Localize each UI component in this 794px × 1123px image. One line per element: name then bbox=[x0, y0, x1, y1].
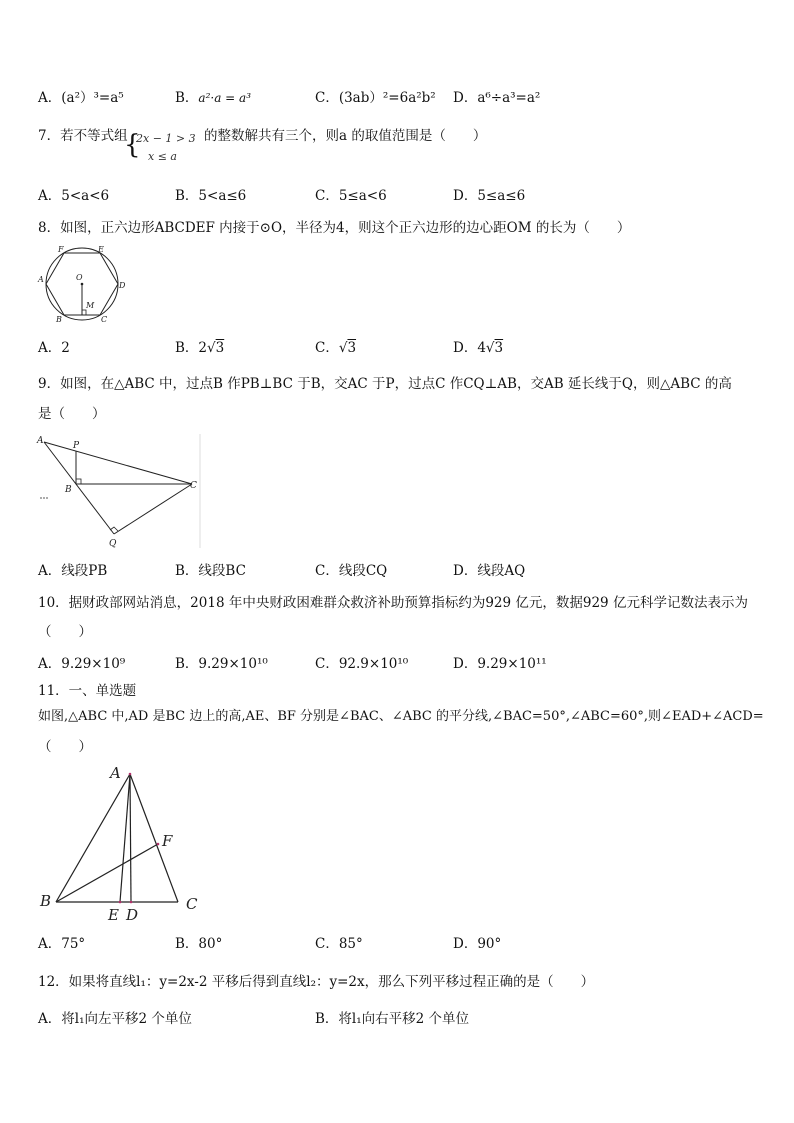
q9-label-c: C bbox=[190, 481, 197, 491]
q8-label-e: E bbox=[98, 245, 104, 254]
q11-option-b: B．80° bbox=[175, 936, 223, 952]
q6-option-b-label: B． bbox=[175, 90, 199, 106]
q6-option-b-expr: a²·a = a³ bbox=[198, 91, 252, 105]
q7-option-b: B．5<a≤6 bbox=[175, 188, 247, 204]
q11-point-d bbox=[130, 901, 133, 904]
q11-stem-line-1: 如图,△ABC 中,AD 是BC 边上的高,AE、BF 分别是∠BAC、∠ABC 的平分线,∠BAC=50°,∠ABC=60°,则∠EAD+∠ACD= bbox=[38, 709, 764, 724]
q7-system-line-2: x ≤ a bbox=[148, 150, 177, 163]
q9-label-a: A bbox=[37, 436, 44, 446]
q8-label-f: F bbox=[58, 245, 64, 254]
q12-option-b: B．将l₁向右平移2 个单位 bbox=[315, 1011, 470, 1027]
q9-option-c: C．线段CQ bbox=[315, 563, 388, 579]
q8-option-c bbox=[315, 339, 356, 357]
q7-system-line-1: 2x − 1 > 3 bbox=[136, 132, 196, 145]
q9-segment-aq bbox=[44, 442, 114, 534]
q11-option-c: C．85° bbox=[315, 936, 363, 952]
q11-point-e bbox=[119, 901, 122, 904]
q11-triangle-figure bbox=[36, 762, 206, 928]
q11-segment-ad bbox=[130, 774, 131, 902]
q8-option-c-label: C． bbox=[315, 340, 339, 356]
q11-label-f: F bbox=[162, 832, 173, 850]
q11-segment-ab bbox=[56, 774, 130, 902]
q10-option-c: C．92.9×10¹⁰ bbox=[315, 656, 409, 672]
q11-header: 11．一、单选题 bbox=[38, 683, 137, 699]
q8-option-b-sqrt-icon: √ bbox=[207, 340, 216, 356]
q9-segment-ac bbox=[44, 442, 192, 484]
q8-label-m: M bbox=[86, 301, 95, 310]
q11-segment-bf bbox=[56, 844, 158, 902]
q6-option-c: C．(3ab）²=6a²b² bbox=[315, 90, 436, 106]
q11-label-e: E bbox=[108, 906, 119, 924]
q9-label-q: Q bbox=[109, 539, 117, 549]
q7-stem-prefix: 7．若不等式组 bbox=[38, 128, 128, 144]
q8-option-a: A．2 bbox=[38, 340, 70, 356]
q8-option-b-radicand: 3 bbox=[215, 340, 225, 356]
q8-label-o: O bbox=[76, 273, 83, 282]
q7-option-d: D．5≤a≤6 bbox=[453, 188, 526, 204]
q11-label-b: B bbox=[40, 892, 52, 910]
q11-option-d: D．90° bbox=[453, 936, 502, 952]
q8-option-d-radicand: 3 bbox=[494, 340, 504, 356]
q9-option-a: A．线段PB bbox=[38, 563, 108, 579]
q9-option-b: B．线段BC bbox=[175, 563, 246, 579]
q7-stem-suffix: 的整数解共有三个，则a 的取值范围是（ ） bbox=[204, 128, 487, 144]
q8-label-b: B bbox=[56, 315, 62, 324]
q11-point-a bbox=[129, 773, 132, 776]
q10-option-b: B．9.29×10¹⁰ bbox=[175, 656, 268, 672]
q9-label-b: B bbox=[65, 485, 72, 495]
q12-stem: 12．如果将直线l₁：y=2x-2 平移后得到直线l₂：y=2x，那么下列平移过程正确的是（ ） bbox=[38, 974, 595, 990]
q11-label-c: C bbox=[186, 895, 198, 913]
q8-option-b-coef: B．2 bbox=[175, 340, 208, 356]
q8-label-d: D bbox=[119, 281, 126, 290]
q6-option-d: D．a⁶÷a³=a² bbox=[453, 90, 541, 106]
q12-option-a: A．将l₁向左平移2 个单位 bbox=[38, 1011, 192, 1027]
q8-stem: 8．如图，正六边形ABCDEF 内接于⊙O，半径为4，则这个正六边形的边心距OM 的长为（ ） bbox=[38, 220, 631, 236]
q10-option-a: A．9.29×10⁹ bbox=[38, 656, 126, 672]
q8-label-a: A bbox=[38, 275, 44, 284]
q11-label-a: A bbox=[110, 764, 121, 782]
q7-brace: { bbox=[124, 130, 141, 160]
q9-triangle-figure bbox=[34, 432, 204, 550]
q10-stem-line-2: （ ） bbox=[38, 624, 92, 640]
q10-option-d: D．9.29×10¹¹ bbox=[453, 656, 547, 672]
q11-label-d: D bbox=[126, 906, 139, 924]
q7-option-c: C．5≤a<6 bbox=[315, 188, 387, 204]
q9-option-d: D．线段AQ bbox=[453, 563, 526, 579]
q8-center-point bbox=[81, 283, 84, 286]
q8-option-d-coef: D．4 bbox=[453, 340, 486, 356]
q9-label-p: P bbox=[73, 441, 80, 451]
q8-label-c: C bbox=[101, 315, 108, 324]
q9-stem-line-2: 是（ ） bbox=[38, 406, 106, 422]
q8-hexagon-figure bbox=[34, 244, 130, 324]
q10-stem-line-1: 10．据财政部网站消息，2018 年中央财政困难群众救济补助预算指标约为929 亿元，数据929 亿元科学记数法表示为 bbox=[38, 595, 748, 611]
q8-option-d bbox=[453, 339, 503, 357]
q6-option-a: A．(a²）³=a⁵ bbox=[38, 90, 124, 106]
q11-segment-ae bbox=[120, 774, 130, 902]
q8-option-c-radicand: 3 bbox=[347, 340, 357, 356]
q8-option-c-sqrt-icon: √ bbox=[338, 340, 348, 356]
q11-stem-line-2: （ ） bbox=[38, 739, 92, 755]
q9-stem-line-1: 9．如图，在△ABC 中，过点B 作PB⊥BC 于B，交AC 于P，过点C 作CQ⊥AB，交AB 延长线于Q，则△ABC 的高 bbox=[38, 376, 732, 392]
q9-segment-qc bbox=[114, 484, 192, 534]
q8-option-d-sqrt-icon: √ bbox=[485, 340, 495, 356]
q8-right-angle bbox=[82, 310, 86, 315]
q9-right-angle-b bbox=[76, 479, 81, 484]
q11-point-f bbox=[157, 843, 160, 846]
q8-option-b bbox=[175, 339, 224, 357]
q11-option-a: A．75° bbox=[38, 936, 86, 952]
q6-option-b bbox=[175, 89, 251, 107]
q7-option-a: A．5<a<6 bbox=[38, 188, 110, 204]
